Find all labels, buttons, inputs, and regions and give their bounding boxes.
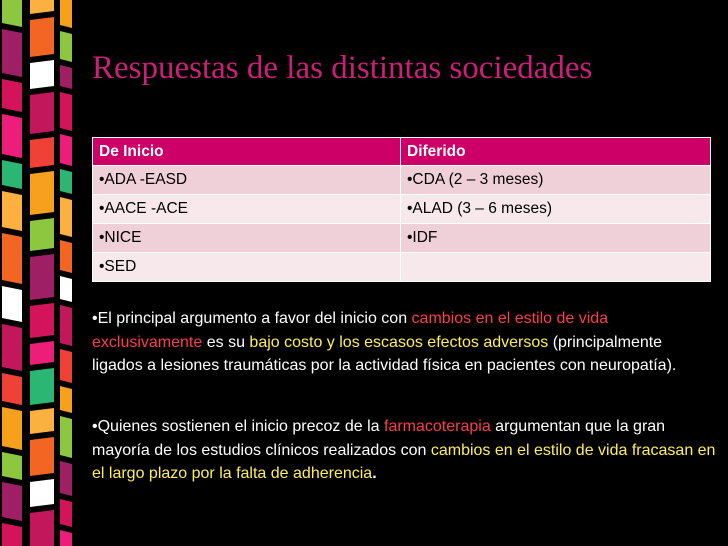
stripe-tile	[2, 452, 22, 480]
table-cell: •NICE	[93, 224, 401, 253]
stripe-tile	[60, 386, 72, 413]
stripe-tile	[60, 305, 72, 346]
stripe-tile	[60, 276, 72, 302]
stripe-tile	[60, 461, 72, 496]
stripe-tile	[60, 240, 72, 273]
stripe-tile	[30, 479, 54, 507]
stripe-tile	[60, 134, 72, 166]
table-cell	[401, 253, 711, 282]
table-cell: •CDA (2 – 3 meses)	[401, 166, 711, 195]
paragraph-argument-pharmacotherapy	[92, 415, 717, 486]
paragraph-text: •Quienes sostienen el inicio precoz de la	[92, 418, 384, 435]
paragraph-text: •El principal argumento a favor del inicio con	[92, 310, 412, 327]
stripe-tile	[2, 191, 22, 231]
stripe-tile	[2, 79, 22, 112]
stripe-tile	[30, 0, 54, 14]
table-cell: •ADA -EASD	[93, 166, 401, 195]
stripe-tile	[60, 530, 72, 546]
stripe-tile	[60, 65, 72, 89]
stripe-tile	[2, 114, 22, 158]
stripe-tile	[2, 324, 22, 371]
highlight-low-cost: bajo costo y los escasos efectos adversos	[249, 333, 549, 351]
table-row	[93, 253, 711, 282]
paragraph-argument-lifestyle	[92, 307, 717, 378]
table-cell: •ALAD (3 – 6 meses)	[401, 195, 711, 224]
highlight-adherence: cambios en el estilo de vida fracasan en el largo plazo por la falta de adherencia	[92, 441, 716, 482]
stripe-tile	[2, 0, 22, 27]
stripe-tile	[30, 341, 54, 365]
table-cell: •SED	[93, 253, 401, 282]
table-row	[93, 195, 711, 224]
stripe-tile	[30, 171, 54, 215]
stripe-tile	[2, 373, 22, 405]
highlight-farmacoterapia: farmacoterapia	[384, 418, 491, 435]
stripe-tile	[2, 160, 22, 189]
table-cell: •IDF	[401, 224, 711, 253]
stripe-tile	[30, 60, 54, 89]
table-row	[93, 166, 711, 195]
stripe-tile	[2, 286, 22, 322]
paragraph-text: (principalmente ligados a lesiones traumáticas por la actividad física en pacientes con neuropatía).	[92, 333, 677, 374]
stripe-tile	[30, 368, 54, 405]
paragraph-text: .	[372, 465, 377, 482]
stripe-tile	[60, 416, 72, 458]
stripe-tile	[30, 17, 54, 57]
stripe-tile	[60, 31, 72, 62]
stripe-tile	[30, 92, 54, 134]
societies-table	[92, 137, 711, 282]
stripe-tile	[2, 233, 22, 284]
stripe-tile	[60, 197, 72, 237]
table-row	[93, 224, 711, 253]
stripe-tile	[30, 303, 54, 338]
table-header-row	[93, 138, 711, 166]
table-cell: •AACE -ACE	[93, 195, 401, 224]
stripe-tile	[2, 482, 22, 521]
stripe-tile	[60, 92, 72, 131]
paragraph-text: argumentan que la gran mayoría de los estudios clínicos realizados con	[92, 418, 666, 459]
stripe-tile	[30, 137, 54, 168]
decorative-stripe-border	[0, 0, 80, 546]
stripe-tile	[2, 407, 22, 450]
stripe-tile	[2, 29, 22, 77]
paragraph-text: es su	[202, 333, 250, 351]
stripe-tile	[60, 499, 72, 527]
stripe-tile	[60, 349, 72, 383]
header-diferido: Diferido	[401, 138, 711, 166]
stripe-tile	[2, 523, 22, 546]
stripe-tile	[30, 510, 54, 546]
header-de-inicio: De Inicio	[93, 138, 401, 166]
stripe-tile	[30, 254, 54, 300]
stripe-tile	[30, 218, 54, 251]
stripe-tile	[60, 0, 72, 28]
stripe-tile	[30, 408, 54, 434]
stripe-tile	[30, 437, 54, 476]
highlight-lifestyle: cambios en el estilo de vida exclusivamente	[92, 310, 609, 351]
stripe-tile	[60, 169, 72, 194]
slide-title: Respuestas de las distintas sociedades	[92, 50, 593, 86]
